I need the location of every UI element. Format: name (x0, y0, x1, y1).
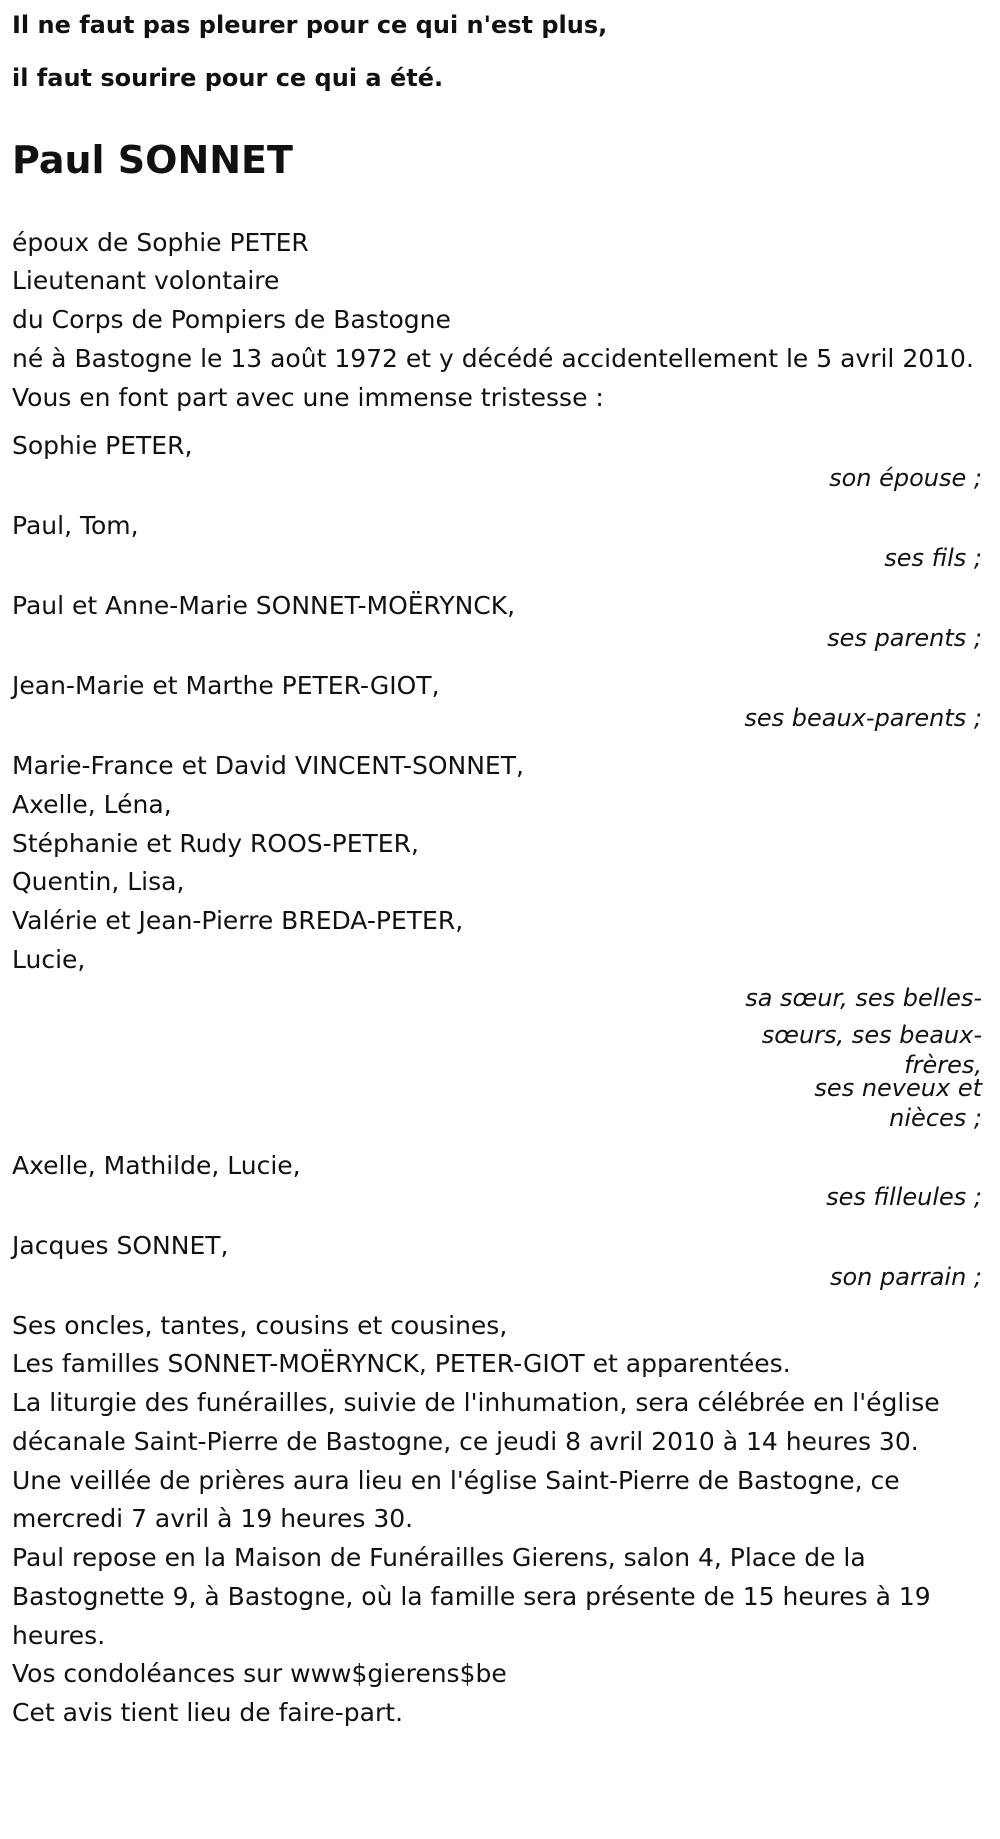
quote-line-1: Il ne faut pas pleurer pour ce qui n'est plus, (12, 11, 608, 39)
sibling-line: Valérie et Jean-Pierre BREDA-PETER, (12, 906, 464, 936)
family-names: Paul, Tom, (12, 511, 139, 541)
family-entry-parents (12, 587, 988, 657)
role-line: frères, (904, 1050, 982, 1079)
sibling-line: Lucie, (12, 944, 86, 974)
deceased-name: Paul SONNET (12, 137, 293, 182)
condolences-info: Vos condoléances sur www$gierens$be (12, 1659, 507, 1689)
family-entry-siblings (12, 747, 988, 1137)
family-entry-goddaughters (12, 1147, 988, 1217)
family-names: Axelle, Mathilde, Lucie, (12, 1150, 301, 1180)
spouse-line: époux de Sophie PETER (12, 227, 309, 257)
repose-info: Paul repose en la Maison de Funérailles Gierens, salon 4, Place de la Bastognette 9, à Bastogne, où la famille sera présente de 15 heures à 19 heures. (12, 1543, 931, 1650)
sibling-line: Axelle, Léna, (12, 789, 172, 819)
role-line: ses neveux et (814, 1073, 982, 1102)
closing-note: Cet avis tient lieu de faire-part. (12, 1698, 404, 1728)
family-role: son parrain ; (829, 1263, 982, 1292)
relatives-line-1: Ses oncles, tantes, cousins et cousines, (12, 1310, 508, 1340)
siblings-role (722, 980, 982, 1137)
family-role: ses fils ; (884, 544, 982, 573)
family-names: Jacques SONNET, (12, 1230, 229, 1260)
announcement: Vous en font part avec une immense tristesse : (12, 382, 604, 412)
family-names: Sophie PETER, (12, 431, 193, 461)
family-entry-sons (12, 507, 988, 577)
vigil-info: Une veillée de prières aura lieu en l'église Saint-Pierre de Bastogne, ce mercredi 7 avril à 19 heures 30. (12, 1465, 900, 1534)
sibling-line: Quentin, Lisa, (12, 867, 185, 897)
family-names: Paul et Anne-Marie SONNET-MOËRYNCK, (12, 591, 516, 621)
family-names: Jean-Marie et Marthe PETER-GIOT, (12, 671, 440, 701)
role-line: nièces ; (889, 1103, 982, 1132)
role-line: sœurs, ses beaux- (761, 1020, 982, 1049)
family-role: ses beaux-parents ; (744, 703, 982, 732)
title-line-2: du Corps de Pompiers de Bastogne (12, 305, 451, 335)
funeral-info: La liturgie des funérailles, suivie de l'inhumation, sera célébrée en l'église décanale Saint-Pierre de Bastogne, ce jeudi 8 avril 2010 à 14 heures 30. (12, 1388, 940, 1456)
title-line-1: Lieutenant volontaire (12, 266, 280, 296)
relatives-line-2: Les familles SONNET-MOËRYNCK, PETER-GIOT et apparentées. (12, 1349, 791, 1379)
family-role: ses parents ; (827, 623, 982, 652)
family-role: son épouse ; (829, 464, 982, 493)
family-entry-in-laws (12, 667, 988, 737)
sibling-line: Stéphanie et Rudy ROOS-PETER, (12, 828, 419, 858)
role-line: sa sœur, ses belles- (745, 983, 982, 1012)
birth-death: né à Bastogne le 13 août 1972 et y décédé accidentellement le 5 avril 2010. (12, 343, 974, 373)
family-entry-spouse (12, 427, 988, 497)
sibling-line: Marie-France et David VINCENT-SONNET, (12, 751, 524, 781)
quote-line-2: il faut sourire pour ce qui a été. (12, 64, 444, 93)
family-entry-godfather (12, 1227, 988, 1297)
family-role: ses filleules ; (826, 1183, 982, 1212)
